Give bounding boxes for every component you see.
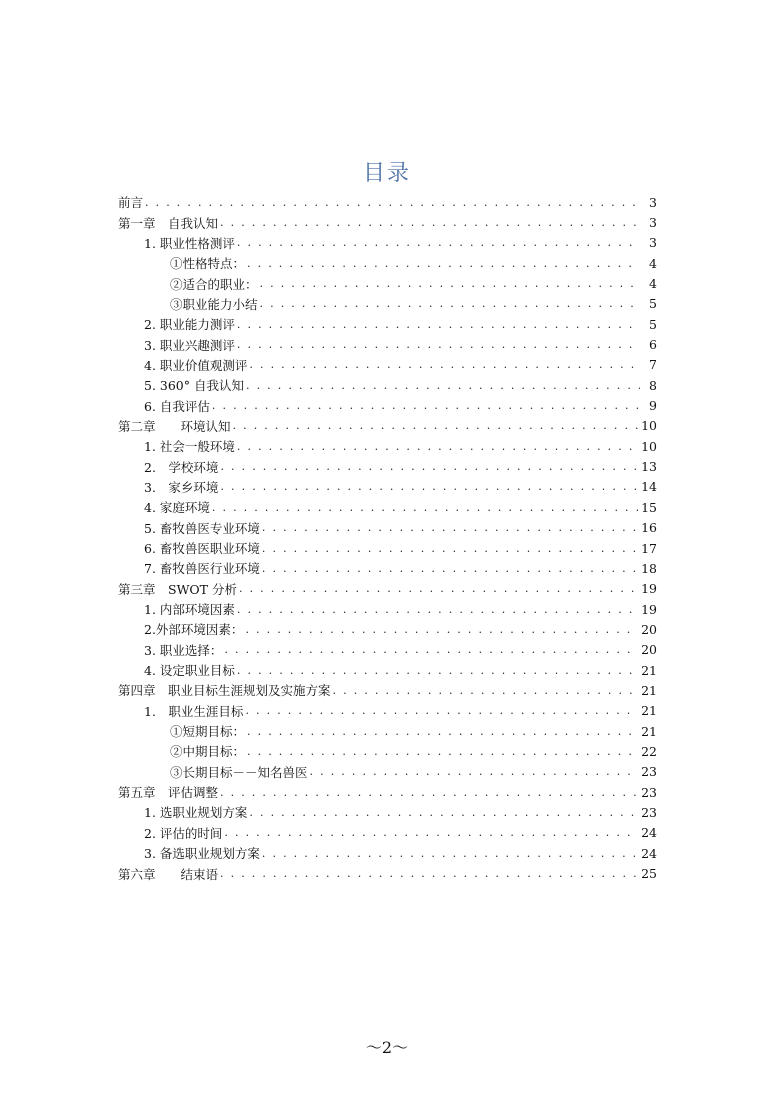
toc-entry[interactable] bbox=[118, 314, 657, 334]
toc-entry-page-number: 18 bbox=[641, 560, 657, 576]
toc-leader-dots bbox=[260, 297, 640, 310]
toc-entry[interactable] bbox=[118, 843, 657, 863]
page-number: ～2～ bbox=[365, 1038, 409, 1057]
toc-leader-dots bbox=[246, 379, 640, 392]
toc-entry-page-number: 3 bbox=[649, 235, 657, 251]
toc-entry[interactable] bbox=[118, 456, 657, 476]
toc-entry[interactable] bbox=[118, 558, 657, 578]
toc-entry[interactable] bbox=[118, 253, 657, 273]
toc-entry[interactable] bbox=[118, 395, 657, 415]
toc-entry-page-number: 21 bbox=[641, 723, 657, 739]
toc-entry[interactable] bbox=[118, 660, 657, 680]
toc-entry-page-number: 23 bbox=[641, 784, 657, 800]
toc-entry-label: 3. 职业选择： bbox=[144, 642, 223, 658]
toc-entry-page-number: 21 bbox=[641, 703, 657, 719]
toc-entry[interactable] bbox=[118, 579, 657, 599]
toc-entry-page-number: 17 bbox=[641, 540, 657, 556]
toc-leader-dots bbox=[237, 603, 638, 616]
toc-entry-label: ③职业能力小结 bbox=[170, 296, 258, 312]
toc-leader-dots bbox=[237, 318, 640, 331]
toc-entry-page-number: 24 bbox=[641, 825, 657, 841]
toc-leader-dots bbox=[247, 725, 638, 738]
toc-leader-dots bbox=[220, 460, 638, 473]
toc-leader-dots bbox=[220, 480, 638, 493]
toc-entry-label: 1. 职业生涯目标 bbox=[144, 703, 244, 719]
toc-entry-page-number: 16 bbox=[641, 520, 657, 536]
toc-entry[interactable] bbox=[118, 680, 657, 700]
toc-entry-label: ③长期目标－－知名兽医 bbox=[170, 764, 308, 780]
toc-entry-page-number: 21 bbox=[641, 682, 657, 698]
toc-entry-label: ②中期目标： bbox=[170, 744, 246, 760]
toc-entry[interactable] bbox=[118, 518, 657, 538]
toc-leader-dots bbox=[260, 277, 640, 290]
toc-entry[interactable] bbox=[118, 477, 657, 497]
toc-entry-page-number: 19 bbox=[641, 601, 657, 617]
toc-entry-label: 4. 家庭环境 bbox=[144, 500, 210, 516]
toc-entry-label: 2. 学校环境 bbox=[144, 459, 219, 475]
toc-entry-page-number: 10 bbox=[641, 418, 657, 434]
toc-entry-page-number: 5 bbox=[649, 296, 657, 312]
toc-entry-page-number: 10 bbox=[641, 438, 657, 454]
toc-entry[interactable] bbox=[118, 701, 657, 721]
toc-entry-label: 1. 内部环境因素 bbox=[144, 602, 235, 618]
toc-entry-page-number: 8 bbox=[649, 377, 657, 393]
toc-leader-dots bbox=[310, 765, 639, 778]
toc-leader-dots bbox=[224, 826, 638, 839]
toc-entry-page-number: 3 bbox=[649, 194, 657, 210]
toc-entry-page-number: 9 bbox=[649, 398, 657, 414]
toc-entry-label: 4. 设定职业目标 bbox=[144, 663, 235, 679]
toc-leader-dots bbox=[224, 643, 638, 656]
toc-entry-label: 前言 bbox=[118, 195, 144, 211]
toc-entry-label: ①性格特点： bbox=[170, 256, 246, 272]
toc-entry-label: 1. 职业性格测评 bbox=[144, 235, 235, 251]
toc-entry-label: 第五章 评估调整 bbox=[118, 785, 219, 801]
toc-entry[interactable] bbox=[118, 741, 657, 761]
toc-entry-page-number: 13 bbox=[641, 459, 657, 475]
toc-entry-label: 6. 畜牧兽医职业环境 bbox=[144, 541, 260, 557]
toc-entry-page-number: 25 bbox=[641, 866, 657, 882]
toc-entry[interactable] bbox=[118, 599, 657, 619]
toc-entry[interactable] bbox=[118, 294, 657, 314]
toc-entry-page-number: 7 bbox=[649, 357, 657, 373]
toc-leader-dots bbox=[333, 684, 639, 697]
toc-entry[interactable] bbox=[118, 538, 657, 558]
toc-entry-label: 5. 畜牧兽医专业环境 bbox=[144, 520, 260, 536]
toc-entry-label: 3. 家乡环境 bbox=[144, 479, 219, 495]
toc-entry[interactable] bbox=[118, 334, 657, 354]
toc-entry[interactable] bbox=[118, 782, 657, 802]
toc-leader-dots bbox=[212, 501, 638, 514]
toc-entry-page-number: 4 bbox=[649, 255, 657, 271]
toc-entry-label: ②适合的职业： bbox=[170, 276, 258, 292]
toc-leader-dots bbox=[220, 867, 638, 880]
toc-entry[interactable] bbox=[118, 802, 657, 822]
toc-entry-label: 第一章 自我认知 bbox=[118, 215, 219, 231]
toc-leader-dots bbox=[239, 582, 638, 595]
toc-entry[interactable] bbox=[118, 416, 657, 436]
toc-leader-dots bbox=[262, 542, 638, 555]
toc-entry[interactable] bbox=[118, 497, 657, 517]
toc-entry-page-number: 6 bbox=[649, 337, 657, 353]
toc-leader-dots bbox=[262, 847, 638, 860]
toc-entry[interactable] bbox=[118, 721, 657, 741]
toc-entry[interactable] bbox=[118, 436, 657, 456]
toc-entry[interactable] bbox=[118, 823, 657, 843]
toc-entry-page-number: 19 bbox=[641, 581, 657, 597]
toc-leader-dots bbox=[262, 521, 638, 534]
toc-leader-dots bbox=[220, 786, 638, 799]
toc-entry[interactable] bbox=[118, 640, 657, 660]
toc-entry-label: 第六章 结束语 bbox=[118, 866, 219, 882]
toc-entry[interactable] bbox=[118, 212, 657, 232]
toc-leader-dots bbox=[220, 216, 640, 229]
toc-entry-page-number: 23 bbox=[641, 764, 657, 780]
toc-leader-dots bbox=[262, 562, 638, 575]
toc-leader-dots bbox=[237, 440, 638, 453]
toc-entry-label: 6. 自我评估 bbox=[144, 398, 210, 414]
toc-title: 目录 bbox=[362, 161, 411, 186]
toc-leader-dots bbox=[249, 806, 638, 819]
toc-list bbox=[118, 192, 657, 884]
toc-entry-page-number: 15 bbox=[641, 499, 657, 515]
toc-entry-label: 第三章 SWOT 分析 bbox=[118, 581, 237, 597]
toc-entry-page-number: 14 bbox=[641, 479, 657, 495]
toc-leader-dots bbox=[212, 399, 640, 412]
toc-entry-label: 2.外部环境因素： bbox=[144, 622, 244, 638]
toc-entry[interactable] bbox=[118, 192, 657, 212]
toc-entry-page-number: 22 bbox=[641, 743, 657, 759]
toc-entry-label: 1. 社会一般环境 bbox=[144, 439, 235, 455]
toc-entry-page-number: 24 bbox=[641, 845, 657, 861]
toc-entry-label: ①短期目标： bbox=[170, 724, 246, 740]
toc-entry[interactable] bbox=[118, 233, 657, 253]
toc-entry[interactable] bbox=[118, 863, 657, 883]
toc-leader-dots bbox=[145, 196, 640, 209]
toc-entry-page-number: 23 bbox=[641, 804, 657, 820]
toc-entry-label: 第二章 环境认知 bbox=[118, 418, 231, 434]
toc-entry-label: 3. 职业兴趣测评 bbox=[144, 337, 235, 353]
toc-entry[interactable] bbox=[118, 375, 657, 395]
toc-entry[interactable] bbox=[118, 273, 657, 293]
toc-entry-label: 2. 评估的时间 bbox=[144, 825, 223, 841]
toc-entry-page-number: 4 bbox=[649, 276, 657, 292]
toc-leader-dots bbox=[237, 664, 638, 677]
toc-leader-dots bbox=[247, 745, 638, 758]
toc-entry-page-number: 3 bbox=[649, 215, 657, 231]
toc-entry-label: 第四章 职业目标生涯规划及实施方案 bbox=[118, 683, 331, 699]
toc-entry-label: 1. 选职业规划方案 bbox=[144, 805, 248, 821]
toc-entry-page-number: 21 bbox=[641, 662, 657, 678]
toc-entry[interactable] bbox=[118, 619, 657, 639]
toc-leader-dots bbox=[237, 236, 640, 249]
toc-entry[interactable] bbox=[118, 762, 657, 782]
toc-entry-page-number: 20 bbox=[641, 621, 657, 637]
toc-leader-dots bbox=[245, 704, 638, 717]
toc-leader-dots bbox=[249, 358, 640, 371]
toc-leader-dots bbox=[247, 257, 640, 270]
toc-leader-dots bbox=[245, 623, 638, 636]
toc-entry-page-number: 20 bbox=[641, 642, 657, 658]
toc-leader-dots bbox=[237, 338, 640, 351]
toc-entry-label: 7. 畜牧兽医行业环境 bbox=[144, 561, 260, 577]
toc-entry-label: 4. 职业价值观测评 bbox=[144, 357, 248, 373]
toc-entry-page-number: 5 bbox=[649, 316, 657, 332]
toc-entry-label: 2. 职业能力测评 bbox=[144, 317, 235, 333]
toc-entry-label: 3. 备选职业规划方案 bbox=[144, 846, 260, 862]
toc-entry-label: 5. 360° 自我认知 bbox=[144, 378, 244, 394]
toc-entry[interactable] bbox=[118, 355, 657, 375]
toc-leader-dots bbox=[233, 419, 639, 432]
